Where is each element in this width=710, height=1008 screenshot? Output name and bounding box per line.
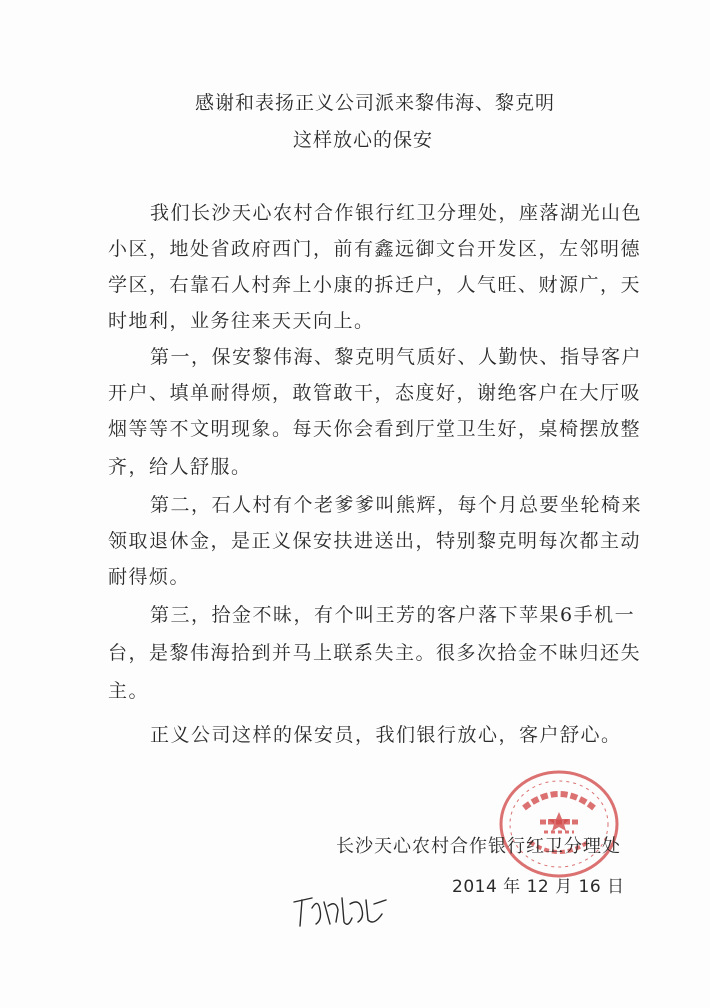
body-line: 开户、填单耐得烦，敢管敢干，态度好，谢绝客户在大厅吸 <box>108 382 642 404</box>
signature-date: 2014 年 12 月 16 日 <box>452 877 625 897</box>
body-line: 学区，右靠石人村奔上小康的拆迁户，人气旺、财源广，天 <box>108 274 642 296</box>
body-line: 第三，拾金不昧，有个叫王芳的客户落下苹果6手机一 <box>150 604 636 626</box>
body-line: 齐，给人舒服。 <box>108 456 252 478</box>
body-line: 第二，石人村有个老爹爹叫熊辉，每个月总要坐轮椅来 <box>150 494 643 516</box>
title-line-1: 感谢和表扬正义公司派来黎伟海、黎克明 <box>194 92 555 114</box>
title-line-2: 这样放心的保安 <box>292 129 433 151</box>
signature-organization: 长沙天心农村合作银行红卫分理处 <box>336 836 621 857</box>
body-line: 烟等等不文明现象。每天你会看到厅堂卫生好，桌椅摆放整 <box>108 418 642 440</box>
body-line: 时地利，业务往来天天向上。 <box>108 310 375 332</box>
body-line: 我们长沙天心农村合作银行红卫分理处，座落湖光山色 <box>150 202 643 224</box>
body-line: 领取退休金，是正义保安扶进送出，特别黎克明每次都主动 <box>108 530 642 552</box>
red-seal-icon <box>496 768 622 880</box>
body-line: 小区，地处省政府西门，前有鑫远御文台开发区，左邻明德 <box>108 238 642 260</box>
body-line: 第一，保安黎伟海、黎克明气质好、人勤快、指导客户 <box>150 346 643 368</box>
body-line: 耐得烦。 <box>108 566 191 588</box>
body-line: 正义公司这样的保安员，我们银行放心，客户舒心。 <box>150 724 622 746</box>
handwritten-signature-icon <box>290 888 390 932</box>
body-line: 主。 <box>108 680 150 702</box>
body-line: 台，是黎伟海拾到并马上联系失主。很多次拾金不昧归还失 <box>108 642 642 664</box>
